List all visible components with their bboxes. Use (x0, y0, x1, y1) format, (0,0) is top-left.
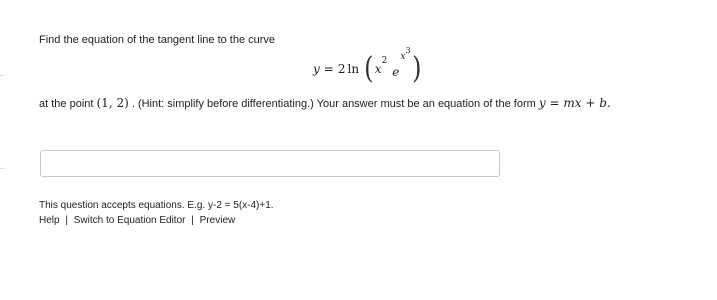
answer-form (539, 96, 611, 110)
form-m: m (563, 96, 575, 110)
eq-equals: = (323, 62, 334, 76)
link-separator: | (191, 215, 194, 226)
eq-e-exponent (400, 46, 411, 62)
close-paren: ) (411, 51, 422, 86)
format-hint: This question accepts equations. E.g. y-2 = 5(x-4)+1. (39, 200, 274, 211)
point-instruction (39, 96, 611, 111)
eq-base-x-exp: 2 (381, 56, 388, 66)
form-x: x (574, 96, 582, 110)
help-links (39, 214, 235, 227)
point-prefix: at the point (39, 98, 94, 110)
link-separator: | (65, 215, 68, 226)
form-y: y (538, 96, 546, 110)
answer-input[interactable] (40, 150, 500, 177)
switch-equation-editor-link[interactable]: Switch to Equation Editor (73, 215, 186, 226)
form-b: b (599, 96, 607, 110)
eq-e-exp-power: 3 (405, 46, 411, 55)
form-period: . (606, 96, 611, 110)
question-prompt: Find the equation of the tangent line to the curve (39, 34, 276, 46)
eq-lhs: y (313, 62, 320, 76)
eq-base-e: e (392, 65, 400, 79)
curve-equation (313, 48, 422, 90)
help-link[interactable]: Help (39, 215, 60, 226)
point-value: (1, 2) (96, 96, 129, 110)
eq-ln: ln (347, 62, 360, 76)
preview-link[interactable]: Preview (199, 215, 236, 226)
eq-coef: 2 (337, 62, 346, 76)
form-plus: + (585, 96, 596, 110)
form-eq: = (549, 96, 560, 110)
open-paren: ( (364, 51, 374, 86)
eq-base-x: x (374, 62, 382, 76)
eq-e-exp-var: x (400, 52, 406, 62)
point-suffix: . (Hint: simplify before differentiating.) Your answer must be an equation of the form (131, 98, 536, 110)
